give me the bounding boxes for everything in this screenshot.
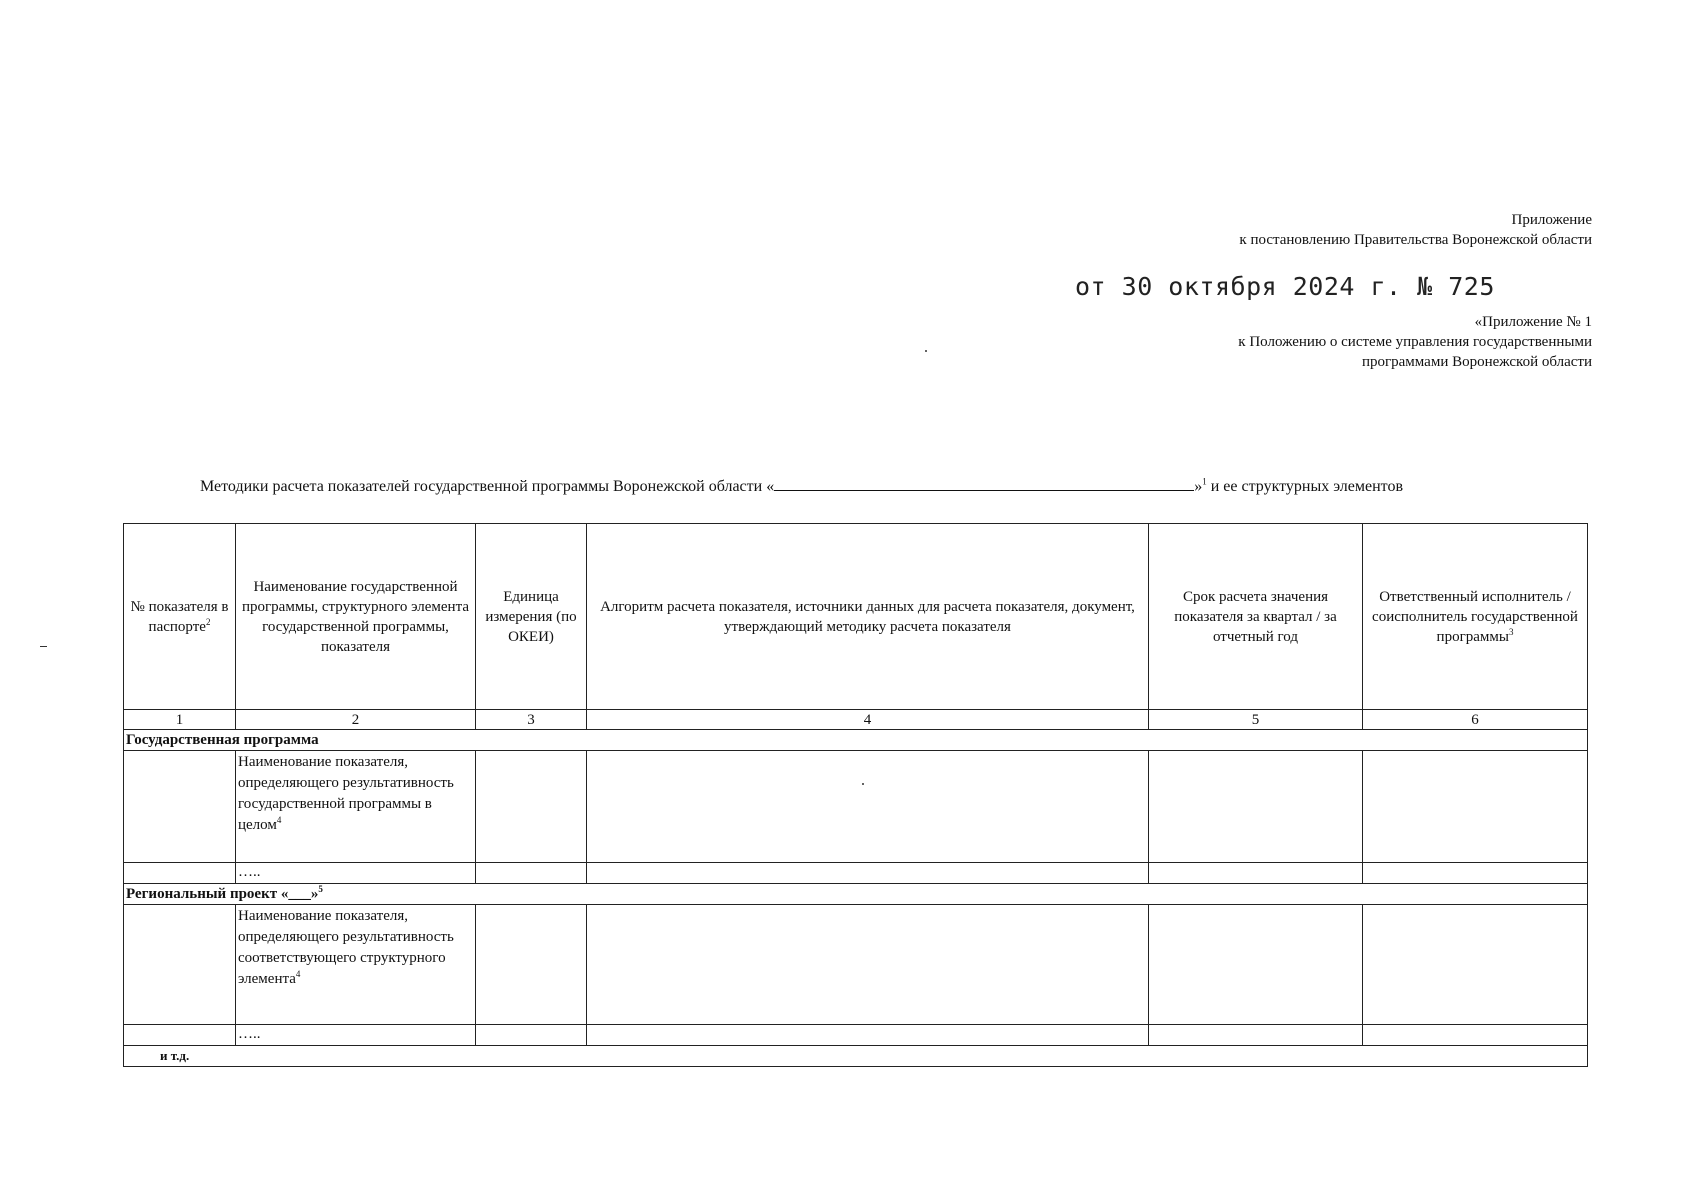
cell-period	[1149, 905, 1363, 1025]
column-number: 5	[1149, 710, 1363, 730]
cell-number	[124, 905, 236, 1025]
title-blank-line	[774, 476, 1194, 491]
document-title	[200, 476, 1403, 496]
section-row-regional-project	[124, 884, 1588, 905]
section-title: Региональный проект «___»$^5$	[124, 884, 1588, 905]
cell-unit	[476, 863, 587, 884]
cell-executor	[1363, 905, 1588, 1025]
ellipsis-cell: …..	[236, 1025, 476, 1046]
cell-algorithm	[587, 905, 1149, 1025]
cell-executor	[1363, 1025, 1588, 1046]
cell-period	[1149, 863, 1363, 884]
title-prefix: Методики расчета показателей государственной программы Воронежской области «	[200, 478, 775, 495]
cell-number	[124, 863, 236, 884]
speck-mark	[925, 350, 927, 352]
cell-unit	[476, 751, 587, 863]
column-number-row	[124, 710, 1588, 730]
table-row	[124, 905, 1588, 1025]
etc-row	[124, 1046, 1588, 1067]
cell-algorithm	[587, 1025, 1149, 1046]
appendix-label: Приложение	[1511, 212, 1592, 228]
cell-executor	[1363, 751, 1588, 863]
table-row	[124, 751, 1588, 863]
header-top	[1239, 210, 1592, 250]
cell-algorithm	[587, 751, 1149, 863]
margin-mark	[40, 646, 47, 647]
title-footnote: 1	[1202, 476, 1207, 487]
column-number: 6	[1363, 710, 1588, 730]
header-cell-algorithm: Алгоритм расчета показателя, источники данных для расчета показателя, документ, утверждающий методику расчета показателя	[587, 524, 1149, 710]
table-row	[124, 863, 1588, 884]
indicator-name-cell: Наименование показателя, определяющего результативность государственной программы в целом$^4$	[236, 751, 476, 863]
cell-number	[124, 1025, 236, 1046]
section-title: Государственная программа	[124, 730, 1588, 751]
cell-period	[1149, 751, 1363, 863]
column-number: 3	[476, 710, 587, 730]
title-suffix: и ее структурных элементов	[1206, 478, 1404, 495]
cell-number	[124, 751, 236, 863]
cell-unit	[476, 905, 587, 1025]
cell-executor	[1363, 863, 1588, 884]
methodology-table	[123, 523, 1588, 1067]
title-close-quote: »	[1194, 478, 1203, 495]
header-cell-name: Наименование государственной программы, структурного элемента государственной программы, показателя	[236, 524, 476, 710]
speck-mark	[862, 783, 864, 785]
cell-algorithm	[587, 863, 1149, 884]
appendix-number: «Приложение № 1	[1474, 314, 1592, 330]
table-header-row	[124, 524, 1588, 710]
date-number-stamp: от 30 октября 2024 г. № 725	[1075, 272, 1495, 301]
section-row-state-program	[124, 730, 1588, 751]
column-number: 1	[124, 710, 236, 730]
regulation-reference-cont: программами Воронежской области	[1361, 354, 1592, 370]
header-cell-number: № показателя в паспорте$^2$	[124, 524, 236, 710]
table-row	[124, 1025, 1588, 1046]
header-cell-period: Срок расчета значения показателя за квартал / за отчетный год	[1149, 524, 1363, 710]
column-number: 2	[236, 710, 476, 730]
column-number: 4	[587, 710, 1149, 730]
resolution-reference: к постановлению Правительства Воронежской области	[1239, 232, 1592, 248]
header-appendix-1	[1238, 312, 1592, 372]
header-cell-executor: Ответственный исполнитель / соисполнитель государственной программы$^3$	[1363, 524, 1588, 710]
header-cell-unit: Единица измерения (по ОКЕИ)	[476, 524, 587, 710]
cell-period	[1149, 1025, 1363, 1046]
regulation-reference: к Положению о системе управления государственными	[1238, 334, 1592, 350]
cell-unit	[476, 1025, 587, 1046]
indicator-name-cell: Наименование показателя, определяющего результативность соответствующего структурного элемента$^4$	[236, 905, 476, 1025]
etc-label: и т.д.	[124, 1046, 1588, 1067]
ellipsis-cell: …..	[236, 863, 476, 884]
